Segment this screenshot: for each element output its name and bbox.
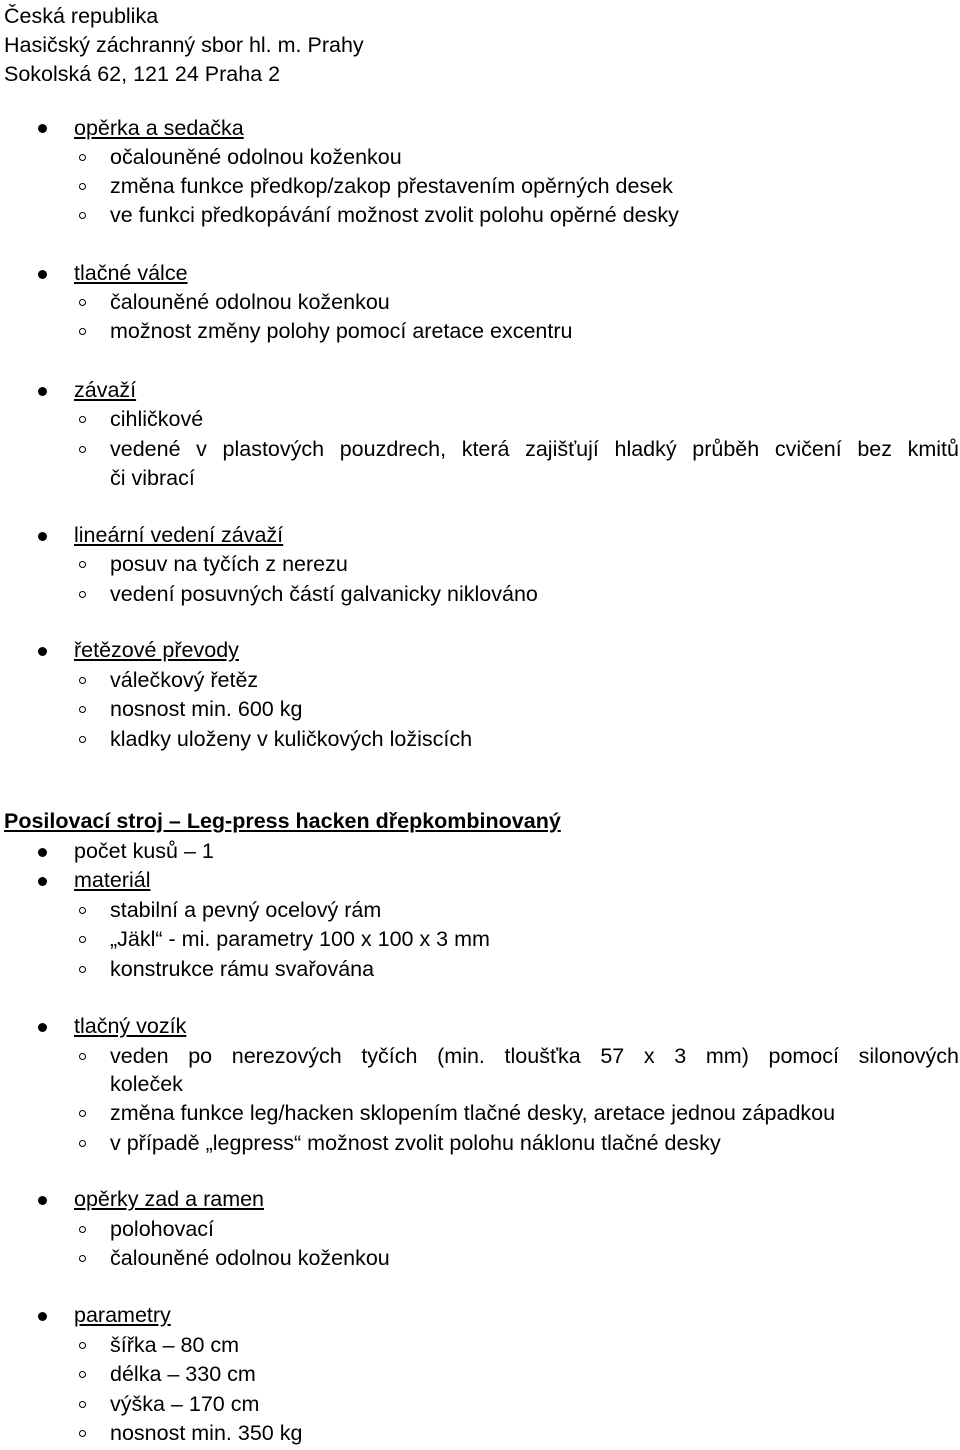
list-item: válečkový řetěz — [110, 668, 259, 692]
sub-bullet-icon — [79, 966, 86, 973]
list-item-continuation: či vibrací — [110, 466, 195, 490]
bullet-icon — [38, 387, 47, 396]
bullet-icon — [38, 647, 47, 656]
bullet-icon — [38, 270, 47, 279]
sub-bullet-icon — [79, 1430, 86, 1437]
sub-bullet-icon — [79, 706, 86, 713]
list-item: šířka – 80 cm — [110, 1333, 240, 1357]
header-country: Česká republika — [4, 4, 159, 28]
sub-bullet-icon — [79, 591, 86, 598]
bullet-icon — [38, 1023, 47, 1032]
sub-bullet-icon — [79, 1110, 86, 1117]
group-title: tlačné válce — [74, 261, 188, 285]
sub-bullet-icon — [79, 154, 86, 161]
sub-bullet-icon — [79, 1342, 86, 1349]
sub-bullet-icon — [79, 328, 86, 335]
section-heading: Posilovací stroj – Leg-press hacken dřepkombinovaný — [4, 809, 561, 833]
list-item: možnost změny polohy pomocí aretace excentru — [110, 319, 573, 343]
list-item: změna funkce předkop/zakop přestavením opěrných desek — [110, 174, 673, 198]
list-item: veden po nerezových tyčích (min. tloušťka 57 x 3 mm) pomocí silonových — [110, 1044, 959, 1068]
sub-bullet-icon — [79, 446, 86, 453]
sub-bullet-icon — [79, 1226, 86, 1233]
count-item: počet kusů – 1 — [74, 839, 214, 863]
sub-bullet-icon — [79, 736, 86, 743]
list-item: změna funkce leg/hacken sklopením tlačné desky, aretace jednou západkou — [110, 1101, 836, 1125]
group-title: řetězové převody — [74, 638, 239, 662]
list-item: nosnost min. 600 kg — [110, 697, 303, 721]
group-title: lineární vedení závaží — [74, 523, 284, 547]
list-item: vedené v plastových pouzdrech, která zajišťují hladký průběh cvičení bez kmitů — [110, 437, 959, 461]
sub-bullet-icon — [79, 1255, 86, 1262]
list-item: v případě „legpress“ možnost zvolit polohu náklonu tlačné desky — [110, 1131, 721, 1155]
bullet-icon — [38, 877, 47, 886]
list-item: nosnost min. 350 kg — [110, 1421, 303, 1445]
list-item: čalouněné odolnou koženkou — [110, 290, 390, 314]
bullet-icon — [38, 1196, 47, 1205]
list-item: délka – 330 cm — [110, 1362, 256, 1386]
list-item: cihličkové — [110, 407, 204, 431]
sub-bullet-icon — [79, 1053, 86, 1060]
sub-bullet-icon — [79, 1371, 86, 1378]
header-address: Sokolská 62, 121 24 Praha 2 — [4, 62, 281, 86]
sub-bullet-icon — [79, 212, 86, 219]
group-title: opěrka a sedačka — [74, 116, 244, 140]
sub-bullet-icon — [79, 561, 86, 568]
sub-bullet-icon — [79, 183, 86, 190]
header-organization: Hasičský záchranný sbor hl. m. Prahy — [4, 33, 364, 57]
list-item: „Jäkl“ - mi. parametry 100 x 100 x 3 mm — [110, 927, 490, 951]
sub-bullet-icon — [79, 416, 86, 423]
list-item: ve funkci předkopávání možnost zvolit polohu opěrné desky — [110, 203, 679, 227]
list-item: očalouněné odolnou koženkou — [110, 145, 402, 169]
sub-bullet-icon — [79, 936, 86, 943]
list-item: kladky uloženy v kuličkových ložiscích — [110, 727, 473, 751]
sub-bullet-icon — [79, 1140, 86, 1147]
sub-bullet-icon — [79, 677, 86, 684]
group-title: materiál — [74, 868, 151, 892]
bullet-icon — [38, 1312, 47, 1321]
group-title: parametry — [74, 1303, 171, 1327]
list-item: polohovací — [110, 1217, 214, 1241]
sub-bullet-icon — [79, 299, 86, 306]
list-item: stabilní a pevný ocelový rám — [110, 898, 382, 922]
bullet-icon — [38, 532, 47, 541]
list-item: výška – 170 cm — [110, 1392, 260, 1416]
list-item: posuv na tyčích z nerezu — [110, 552, 348, 576]
list-item: vedení posuvných částí galvanicky niklováno — [110, 582, 538, 606]
sub-bullet-icon — [79, 1401, 86, 1408]
list-item-continuation: koleček — [110, 1072, 183, 1096]
group-title: opěrky zad a ramen — [74, 1187, 265, 1211]
group-title: tlačný vozík — [74, 1014, 187, 1038]
bullet-icon — [38, 848, 47, 857]
group-title: závaží — [74, 378, 137, 402]
list-item: čalouněné odolnou koženkou — [110, 1246, 390, 1270]
bullet-icon — [38, 124, 47, 133]
list-item: konstrukce rámu svařována — [110, 957, 375, 981]
sub-bullet-icon — [79, 907, 86, 914]
